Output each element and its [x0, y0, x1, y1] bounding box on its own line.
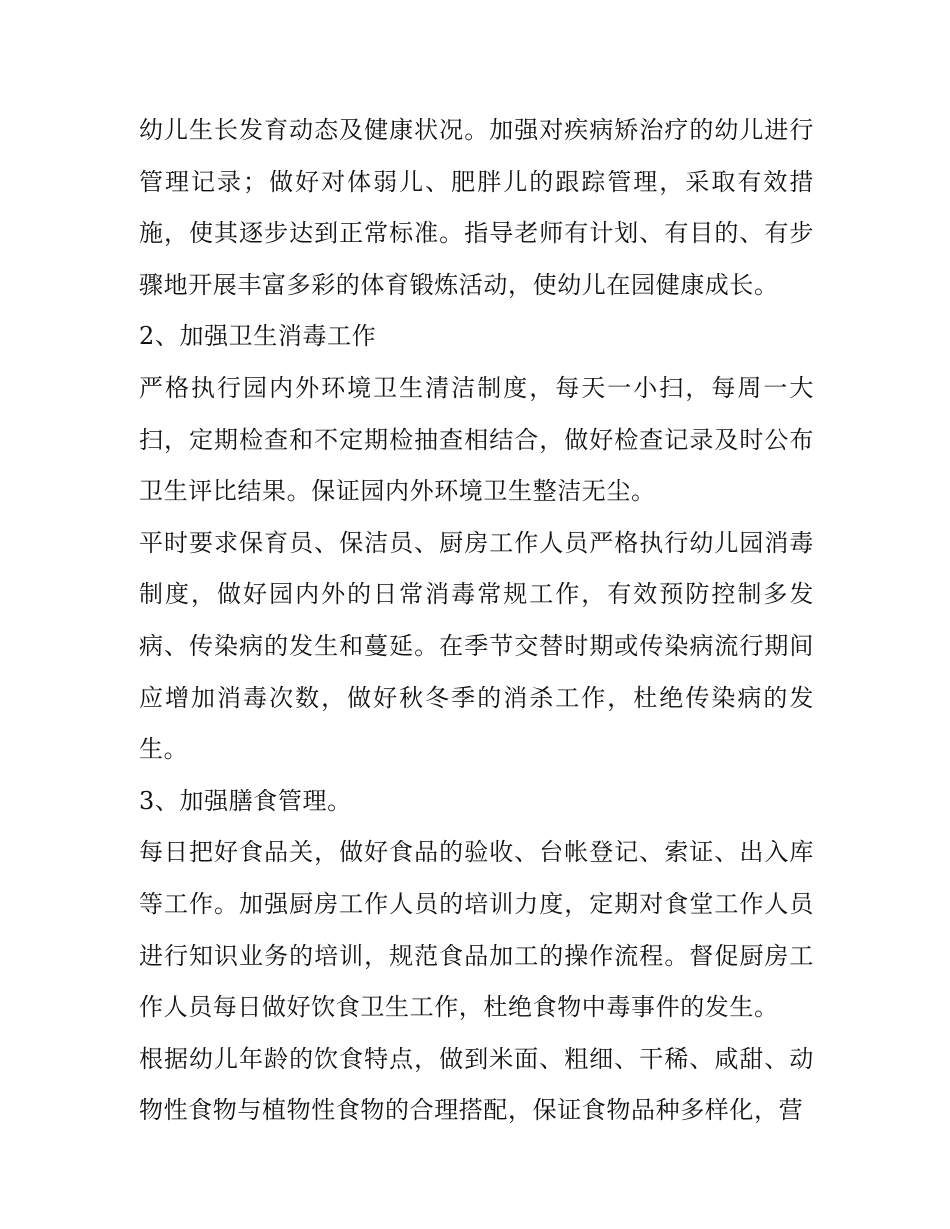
section-heading-meal-management: 3、加强膳食管理。	[139, 786, 352, 815]
paragraph-diet-balance: 根据幼儿年龄的饮食特点，做到米面、粗细、干稀、咸甜、动物性食物与植物性食物的合理搭配，保证食物品种多样化，营	[139, 1044, 814, 1125]
paragraph-food-inspection: 每日把好食品关，做好食品的验收、台帐登记、索证、出入库等工作。加强厨房工作人员的培训力度，定期对食堂工作人员进行知识业务的培训，规范食品加工的操作流程。督促厨房工作人员每日做好饮食卫生工作，杜绝食物中毒事件的发生。	[139, 838, 814, 1022]
section-heading-hygiene-disinfection: 2、加强卫生消毒工作	[139, 322, 377, 351]
paragraph-environment-cleaning: 严格执行园内外环境卫生清洁制度，每天一小扫，每周一大扫，定期检查和不定期检抽查相结合，做好检查记录及时公布卫生评比结果。保证园内外环境卫生整洁无尘。	[139, 373, 814, 506]
paragraph-disinfection-system: 平时要求保育员、保洁员、厨房工作人员严格执行幼儿园消毒制度，做好园内外的日常消毒常规工作，有效预防控制多发病、传染病的发生和蔓延。在季节交替时期或传染病流行期间应增加消毒次数，做好秋冬季的消杀工作，杜绝传染病的发生。	[139, 528, 814, 764]
paragraph-growth-health: 幼儿生长发育动态及健康状况。加强对疾病矫治疗的幼儿进行管理记录；做好对体弱儿、肥胖儿的跟踪管理，采取有效措施，使其逐步达到正常标准。指导老师有计划、有目的、有步骤地开展丰富多彩的体育锻炼活动，使幼儿在园健康成长。	[139, 116, 814, 299]
document-body	[139, 105, 814, 1137]
